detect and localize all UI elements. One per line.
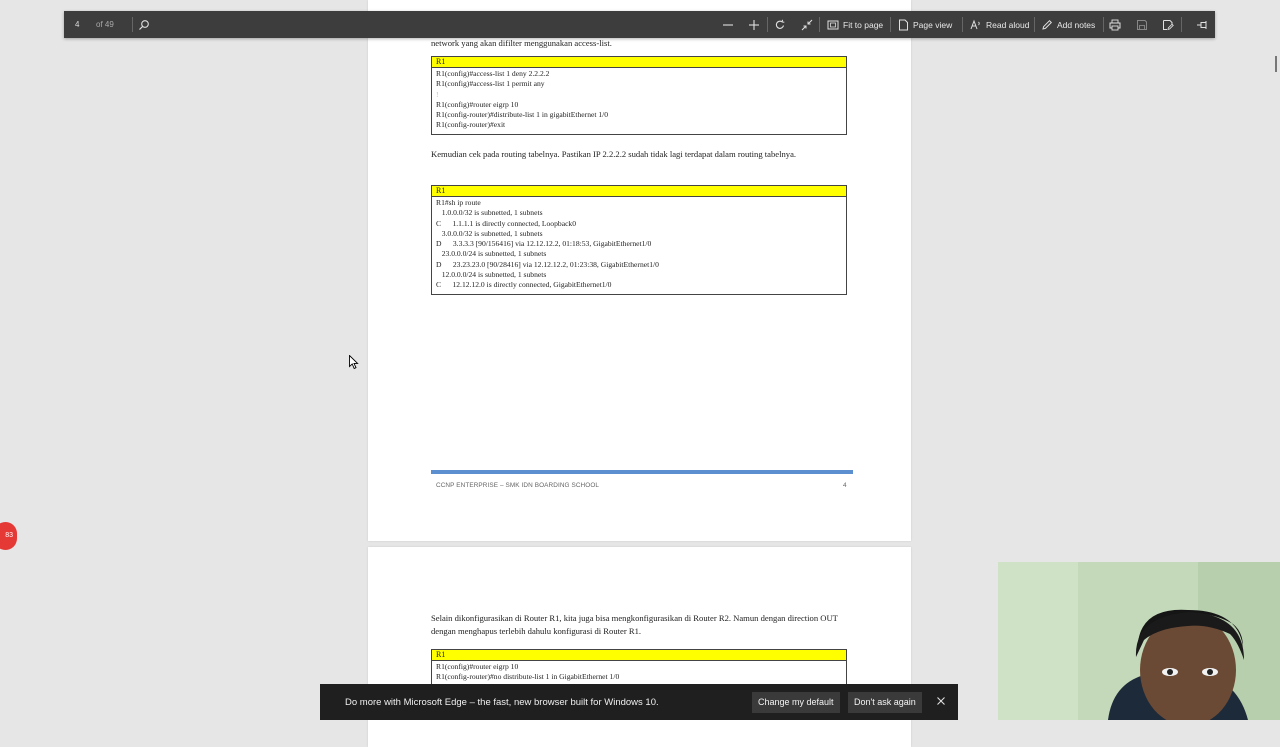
code-box-header: R1 xyxy=(432,186,846,197)
collapse-arrows-icon xyxy=(801,19,813,31)
zoom-in-button[interactable] xyxy=(748,11,760,38)
code-box-ip-route xyxy=(431,185,847,295)
toolbar-separator xyxy=(1103,17,1104,32)
code-line: R1(config)#access-list 1 deny 2.2.2.2 xyxy=(436,69,550,78)
pdf-page-4 xyxy=(368,0,911,541)
code-line: D 23.23.23.0 [90/28416] via 12.12.12.2, 01:23:38, GigabitEthernet1/0 xyxy=(436,259,659,269)
search-icon xyxy=(138,19,150,31)
add-notes-label: Add notes xyxy=(1057,19,1096,30)
pen-icon xyxy=(1041,19,1053,31)
page-view-button[interactable] xyxy=(898,11,952,38)
code-line: 3.0.0.0/32 is subnetted, 1 subnets xyxy=(436,228,543,238)
fit-page-icon xyxy=(827,19,839,31)
page-total: of 49 xyxy=(96,20,114,29)
print-icon xyxy=(1109,19,1121,31)
save-button[interactable] xyxy=(1136,11,1148,38)
code-line: R1#sh ip route xyxy=(436,198,481,207)
rotate-button[interactable] xyxy=(774,11,786,38)
dont-ask-again-button[interactable]: Don't ask again xyxy=(848,692,922,713)
paragraph-configure-r2: Selain dikonfigurasikan di Router R1, kita juga bisa mengkonfigurasikan di Router R2. Namun dengan direction OUT dengan menghapus terlebih dahulu konfigurasi di Router R1. xyxy=(431,613,838,636)
rotate-icon xyxy=(774,19,786,31)
code-line: D 3.3.3.3 [90/156416] via 12.12.12.2, 01:18:53, GigabitEthernet1/0 xyxy=(436,239,652,249)
toolbar-separator xyxy=(1181,17,1182,32)
mouse-cursor-icon xyxy=(349,355,359,370)
plus-icon xyxy=(748,19,760,31)
save-as-icon xyxy=(1162,19,1174,31)
code-line: 12.0.0.0/24 is subnetted, 1 subnets xyxy=(436,270,547,280)
code-line: ! xyxy=(436,89,439,99)
read-aloud-icon xyxy=(970,19,982,31)
pdf-toolbar xyxy=(64,11,1215,38)
toolbar-separator xyxy=(962,17,963,32)
save-as-button[interactable] xyxy=(1162,11,1174,38)
code-line: R1(config-router)#exit xyxy=(436,120,506,130)
code-line: C 12.12.12.0 is directly connected, GigabitEthernet1/0 xyxy=(436,280,612,290)
code-line: C 1.1.1.1 is directly connected, Loopback0 xyxy=(436,218,577,228)
search-button[interactable] xyxy=(138,11,150,38)
read-aloud-label: Read aloud xyxy=(986,19,1030,30)
toolbar-separator xyxy=(890,17,891,32)
page-footer-title: CCNP ENTERPRISE – SMK IDN BOARDING SCHOOL xyxy=(436,482,600,489)
vertical-scrollbar-thumb[interactable] xyxy=(1275,56,1277,72)
minus-icon xyxy=(722,19,734,31)
page-top-text: network yang akan difilter menggunakan access-list. xyxy=(431,38,612,48)
code-line: R1(config-router)#distribute-list 1 in gigabitEthernet 1/0 xyxy=(436,110,609,120)
toolbar-separator xyxy=(819,17,820,32)
paragraph-check-routing: Kemudian cek pada routing tabelnya. Pastikan IP 2.2.2.2 sudah tidak lagi terdapat dalam routing tabelnya. xyxy=(431,149,797,159)
notification-message: Do more with Microsoft Edge – the fast, new browser built for Windows 10. xyxy=(345,697,659,708)
add-notes-button[interactable] xyxy=(1041,11,1095,38)
save-icon xyxy=(1136,19,1148,31)
code-box-header: R1 xyxy=(432,650,846,661)
pin-icon xyxy=(1196,19,1208,31)
footer-divider xyxy=(431,470,853,474)
code-line: 23.0.0.0/24 is subnetted, 1 subnets xyxy=(436,249,547,259)
fit-to-page-button[interactable] xyxy=(827,11,883,38)
page-icon xyxy=(898,19,909,31)
page-footer-number: 4 xyxy=(843,482,847,489)
fit-to-page-label: Fit to page xyxy=(843,19,884,30)
fit-width-button[interactable] xyxy=(801,11,813,38)
page-number-value: 4 xyxy=(75,20,80,29)
toolbar-separator xyxy=(1034,17,1035,32)
webcam-overlay xyxy=(998,562,1280,720)
edge-default-browser-notification xyxy=(320,684,958,720)
code-box-access-list xyxy=(431,56,847,135)
code-line: R1(config)#access-list 1 permit any xyxy=(436,79,545,89)
code-box-no-distribute xyxy=(431,649,847,687)
zoom-out-button[interactable] xyxy=(722,11,734,38)
code-line: R1(config-router)#no distribute-list 1 in GigabitEthernet 1/0 xyxy=(436,672,620,682)
code-line: 1.0.0.0/32 is subnetted, 1 subnets xyxy=(436,208,543,218)
code-line: R1(config)#router eigrp 10 xyxy=(436,99,519,109)
webcam-person-image xyxy=(998,562,1280,720)
print-button[interactable] xyxy=(1109,11,1121,38)
toolbar-separator xyxy=(132,17,133,32)
notification-badge[interactable]: 83 xyxy=(0,522,17,550)
pin-toolbar-button[interactable] xyxy=(1196,11,1208,38)
toolbar-separator xyxy=(767,17,768,32)
page-view-label: Page view xyxy=(913,19,953,30)
code-line: R1(config)#router eigrp 10 xyxy=(436,662,519,671)
change-my-default-button[interactable]: Change my default xyxy=(752,692,840,713)
page-number-input[interactable] xyxy=(73,11,97,38)
code-box-header: R1 xyxy=(432,57,846,68)
close-icon[interactable] xyxy=(936,696,946,706)
read-aloud-button[interactable] xyxy=(970,11,1029,38)
